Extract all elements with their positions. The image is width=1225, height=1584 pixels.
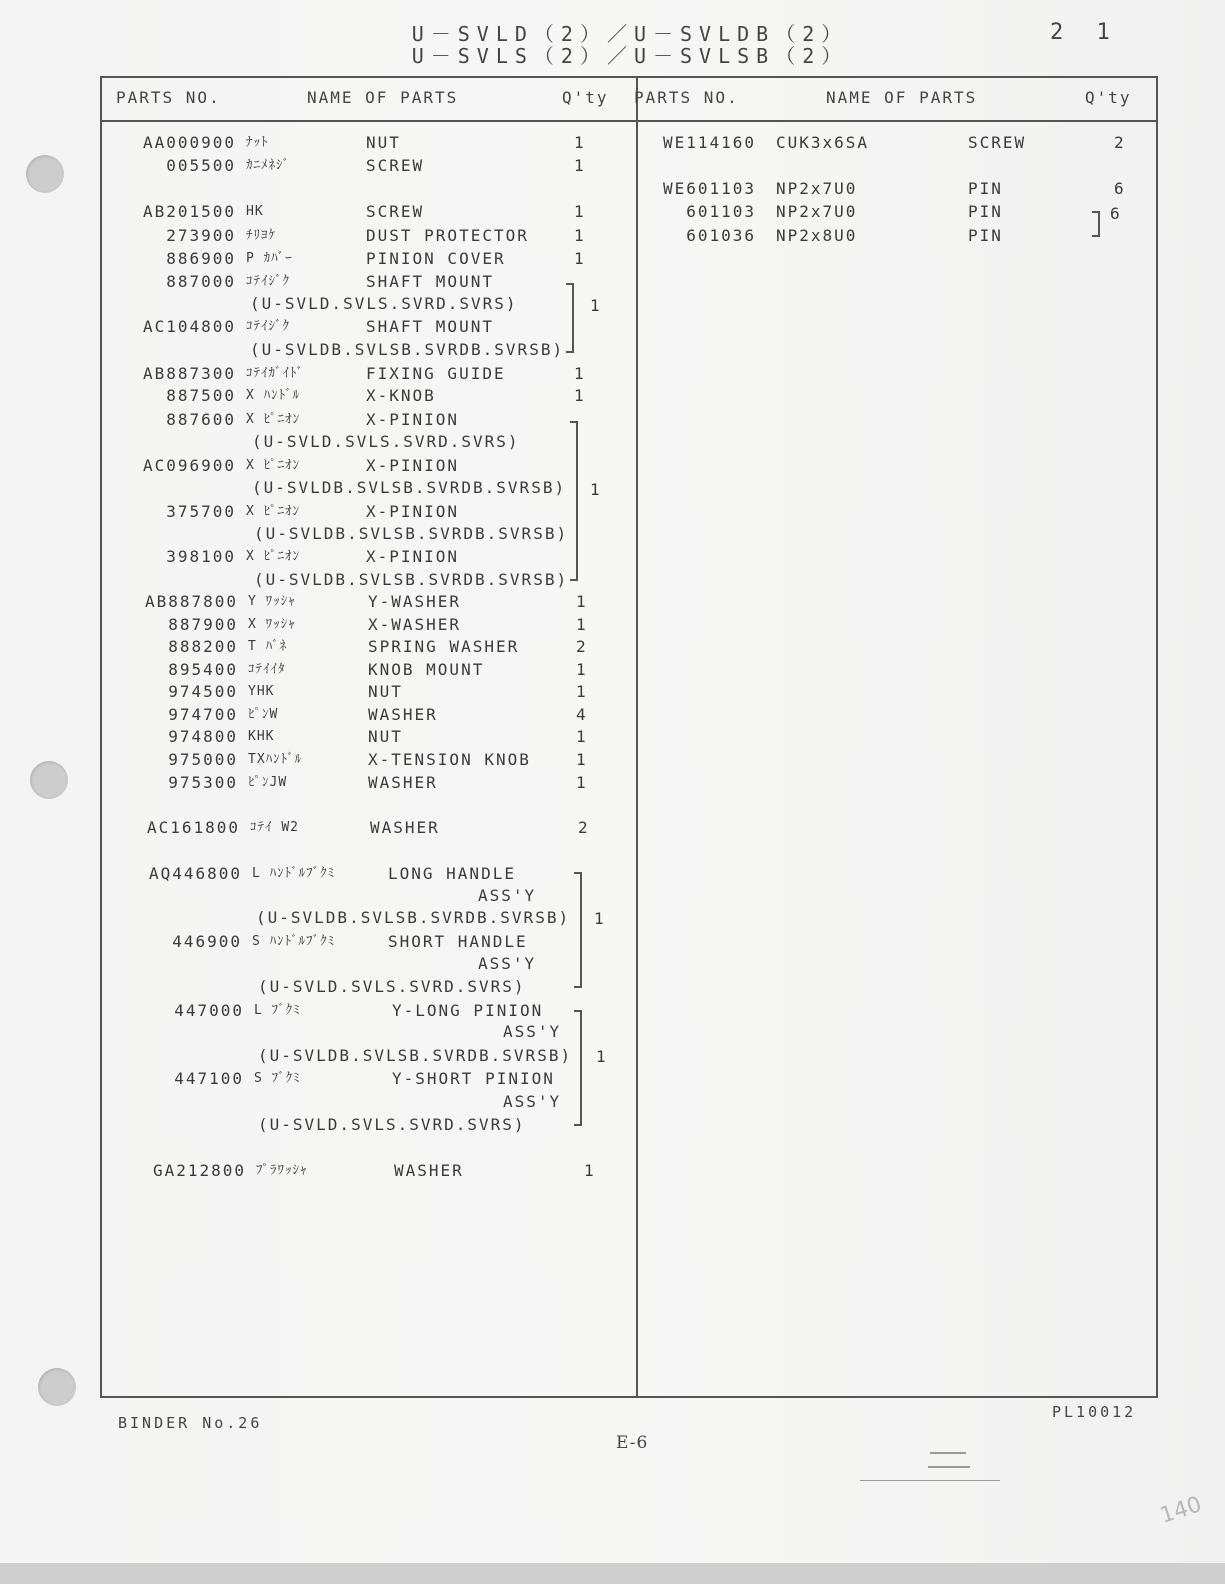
part-number: 887500 (166, 386, 236, 405)
part-number: AC161800 (146, 818, 240, 837)
part-number: 887900 (168, 615, 238, 634)
parts-row (76, 201, 616, 223)
part-number: GA212800 (152, 1161, 246, 1180)
header-divider (100, 120, 1158, 122)
part-name: Y-SHORT PINION (392, 1069, 555, 1088)
part-name: WASHER (368, 705, 438, 724)
parts-row (596, 225, 1136, 247)
part-name: WASHER (370, 818, 440, 837)
part-name: Y-WASHER (368, 592, 462, 611)
part-name: KNOB MOUNT (368, 660, 485, 679)
quantity: 1 (574, 156, 586, 175)
kana-name: ｺﾃｲｼﾞｸ (246, 319, 290, 334)
group-bracket (570, 421, 578, 581)
part-number: WE601103 (662, 179, 756, 198)
model-note: (U-SVLD.SVLS.SVRD.SVRS) (258, 1115, 526, 1134)
document-code: PL10012 (1052, 1403, 1137, 1421)
part-number: AB887300 (142, 364, 236, 383)
quantity: 2 (578, 818, 590, 837)
parts-row (76, 271, 616, 293)
binder-number: BINDER No.26 (118, 1414, 263, 1432)
parts-row (78, 704, 618, 726)
part-name: SCREW (366, 156, 425, 175)
quantity: 1 (584, 1161, 596, 1180)
part-number: 005500 (166, 156, 236, 175)
header-qty-right: Q'ty (1085, 88, 1132, 107)
part-number: WE114160 (662, 133, 756, 152)
kana-name: X ﾜｯｼｬ (248, 617, 296, 632)
binder-hole (26, 155, 64, 193)
part-name: PINION COVER (366, 249, 506, 268)
part-number: AC096900 (142, 456, 236, 475)
parts-row (78, 659, 618, 681)
part-spec: NP2x8U0 (776, 226, 858, 245)
part-name: X-KNOB (366, 386, 436, 405)
part-name: NUT (366, 133, 401, 152)
parts-row (76, 409, 616, 431)
kana-name: ｺﾃｲ W2 (250, 820, 299, 835)
kana-name: L ﾊﾝﾄﾞﾙﾌﾞｸﾐ (252, 866, 336, 881)
model-note: (U-SVLD.SVLS.SVRD.SVRS) (250, 294, 518, 313)
title-line-2: U－SVLS（2）／U－SVLSB（2） (411, 44, 849, 68)
part-number: AQ446800 (148, 864, 242, 883)
quantity: 1 (574, 364, 586, 383)
part-name: FIXING GUIDE (366, 364, 506, 383)
quantity: 2 (1114, 133, 1126, 152)
group-bracket (1092, 211, 1100, 237)
quantity: 1 (576, 615, 588, 634)
kana-name: ｺﾃｲｲﾀ (248, 662, 286, 677)
part-name: SCREW (968, 133, 1027, 152)
model-note: (U-SVLDB.SVLSB.SVRDB.SVRSB) (258, 1046, 573, 1065)
part-number: AC104800 (142, 317, 236, 336)
kana-name: ﾋﾟﾝJW (248, 775, 288, 790)
part-number: 888200 (168, 637, 238, 656)
part-number: AB887800 (144, 592, 238, 611)
group-bracket (566, 283, 574, 353)
stray-mark (860, 1480, 1000, 1481)
part-name: SHAFT MOUNT (366, 272, 494, 291)
part-name: PIN (968, 179, 1003, 198)
part-number: 447000 (174, 1001, 244, 1020)
kana-name: TXﾊﾝﾄﾞﾙ (248, 752, 303, 767)
quantity: 4 (576, 705, 588, 724)
model-note: (U-SVLDB.SVLSB.SVRDB.SVRSB) (254, 570, 569, 589)
model-note: (U-SVLDB.SVLSB.SVRDB.SVRSB) (250, 340, 565, 359)
assy-label: ASS'Y (503, 1092, 562, 1111)
kana-name: P ｶﾊﾞｰ (246, 251, 293, 266)
kana-name: ｶﾆﾒﾈｼﾞ (246, 158, 290, 173)
quantity: 1 (574, 133, 586, 152)
assy-label: ASS'Y (478, 954, 537, 973)
parts-row (76, 316, 616, 338)
kana-name: S ﾊﾝﾄﾞﾙﾌﾞｸﾐ (252, 934, 336, 949)
parts-row (78, 591, 618, 613)
part-name: SPRING WASHER (368, 637, 520, 656)
kana-name: YHK (248, 684, 275, 699)
part-name: SHAFT MOUNT (366, 317, 494, 336)
part-spec: NP2x7U0 (776, 202, 858, 221)
part-number: 273900 (166, 226, 236, 245)
part-name: X-PINION (366, 547, 460, 566)
model-note: (U-SVLD.SVLS.SVRD.SVRS) (258, 977, 526, 996)
quantity: 1 (576, 592, 588, 611)
part-name: WASHER (368, 773, 438, 792)
part-name: DUST PROTECTOR (366, 226, 529, 245)
parts-row (80, 817, 620, 839)
part-number: 447100 (174, 1069, 244, 1088)
group-qty: 6 (1110, 204, 1122, 223)
quantity: 1 (574, 202, 586, 221)
part-name: Y-LONG PINION (392, 1001, 544, 1020)
part-name: PIN (968, 202, 1003, 221)
quantity: 1 (576, 727, 588, 746)
part-name: X-TENSION KNOB (368, 750, 531, 769)
group-qty: 1 (594, 909, 606, 928)
parts-row (82, 863, 622, 885)
group-bracket (574, 872, 582, 988)
parts-row (78, 614, 618, 636)
kana-name: ﾋﾟﾝW (248, 707, 279, 722)
parts-row (76, 363, 616, 385)
part-number: 895400 (168, 660, 238, 679)
quantity: 1 (574, 249, 586, 268)
part-number: 974500 (168, 682, 238, 701)
part-name: LONG HANDLE (388, 864, 516, 883)
kana-name: ｺﾃｲｶﾞｲﾄﾞ (246, 366, 304, 381)
part-number: 975000 (168, 750, 238, 769)
parts-row (596, 201, 1136, 223)
column-divider (636, 76, 638, 1398)
group-bracket (574, 1010, 582, 1126)
part-number: 446900 (172, 932, 242, 951)
part-number: 975300 (168, 773, 238, 792)
assy-label: ASS'Y (503, 1022, 562, 1041)
quantity: 2 (576, 637, 588, 656)
parts-row (76, 225, 616, 247)
quantity: 1 (576, 660, 588, 679)
kana-name: L ﾌﾞｸﾐ (254, 1003, 301, 1018)
part-number: 886900 (166, 249, 236, 268)
model-note: (U-SVLD.SVLS.SVRD.SVRS) (252, 432, 520, 451)
header-parts-no-left: PARTS NO. (116, 88, 221, 107)
kana-name: HK (246, 204, 264, 219)
part-number: AB201500 (142, 202, 236, 221)
parts-row (86, 1160, 626, 1182)
part-number: 398100 (166, 547, 236, 566)
title-line-1: U－SVLD（2）／U－SVLDB（2） (411, 22, 849, 46)
part-number: 601103 (686, 202, 756, 221)
part-number: AA000900 (142, 133, 236, 152)
header-qty-left: Q'ty (562, 88, 609, 107)
stray-mark (928, 1466, 970, 1468)
parts-row (78, 636, 618, 658)
kana-name: X ﾋﾟﾆｵﾝ (246, 412, 301, 427)
kana-name: ｺﾃｲｼﾞｸ (246, 274, 290, 289)
parts-row (596, 178, 1136, 200)
page-label: E-6 (616, 1433, 649, 1453)
parts-row (76, 385, 616, 407)
quantity: 6 (1114, 179, 1126, 198)
parts-row (78, 681, 618, 703)
part-name: X-PINION (366, 410, 460, 429)
kana-name: ﾁﾘﾖｹ (246, 228, 276, 243)
kana-name: ﾅｯﾄ (246, 135, 269, 150)
parts-row (78, 726, 618, 748)
quantity: 1 (576, 750, 588, 769)
kana-name: X ﾋﾟﾆｵﾝ (246, 549, 301, 564)
part-name: WASHER (394, 1161, 464, 1180)
part-spec: CUK3x6SA (776, 133, 870, 152)
parts-row (76, 155, 616, 177)
parts-row (76, 132, 616, 154)
parts-row (78, 772, 618, 794)
model-note: (U-SVLDB.SVLSB.SVRDB.SVRSB) (256, 908, 571, 927)
group-qty: 1 (590, 480, 602, 499)
header-name-right: NAME OF PARTS (826, 88, 978, 107)
parts-row (76, 455, 616, 477)
kana-name: T ﾊﾞﾈ (248, 639, 288, 654)
part-name: PIN (968, 226, 1003, 245)
quantity: 1 (574, 386, 586, 405)
group-qty: 1 (590, 296, 602, 315)
part-name: NUT (368, 682, 403, 701)
part-name: X-WASHER (368, 615, 462, 634)
kana-name: X ﾋﾟﾆｵﾝ (246, 504, 301, 519)
parts-row (84, 1000, 624, 1022)
part-spec: NP2x7U0 (776, 179, 858, 198)
part-number: 974800 (168, 727, 238, 746)
parts-row (78, 749, 618, 771)
quantity: 1 (574, 226, 586, 245)
handwritten-number: 140 (1157, 1492, 1205, 1529)
group-qty: 1 (596, 1047, 608, 1066)
part-number: 375700 (166, 502, 236, 521)
parts-row (76, 248, 616, 270)
kana-name: S ﾌﾞｸﾐ (254, 1071, 301, 1086)
parts-row (596, 132, 1136, 154)
part-number: 887600 (166, 410, 236, 429)
page-number: 2 1 (1050, 20, 1120, 45)
kana-name: X ﾋﾟﾆｵﾝ (246, 458, 301, 473)
page-shadow (0, 1563, 1225, 1584)
part-name: SHORT HANDLE (388, 932, 528, 951)
stray-mark (930, 1452, 966, 1454)
part-number: 601036 (686, 226, 756, 245)
part-number: 887000 (166, 272, 236, 291)
kana-name: KHK (248, 729, 275, 744)
binder-hole (30, 761, 68, 799)
part-name: X-PINION (366, 456, 460, 475)
assy-label: ASS'Y (478, 886, 537, 905)
header-name-left: NAME OF PARTS (307, 88, 459, 107)
parts-row (82, 931, 622, 953)
part-name: NUT (368, 727, 403, 746)
binder-hole (38, 1368, 76, 1406)
model-note: (U-SVLDB.SVLSB.SVRDB.SVRSB) (252, 478, 567, 497)
quantity: 1 (576, 773, 588, 792)
parts-row (76, 546, 616, 568)
kana-name: X ﾊﾝﾄﾞﾙ (246, 388, 301, 403)
kana-name: Y ﾜｯｼｬ (248, 594, 296, 609)
model-note: (U-SVLDB.SVLSB.SVRDB.SVRSB) (254, 524, 569, 543)
part-name: X-PINION (366, 502, 460, 521)
parts-row (76, 501, 616, 523)
kana-name: ﾌﾟﾗﾜｯｼｬ (256, 1163, 308, 1178)
part-number: 974700 (168, 705, 238, 724)
parts-row (84, 1068, 624, 1090)
header-parts-no-right: PARTS NO. (634, 88, 739, 107)
quantity: 1 (576, 682, 588, 701)
part-name: SCREW (366, 202, 425, 221)
